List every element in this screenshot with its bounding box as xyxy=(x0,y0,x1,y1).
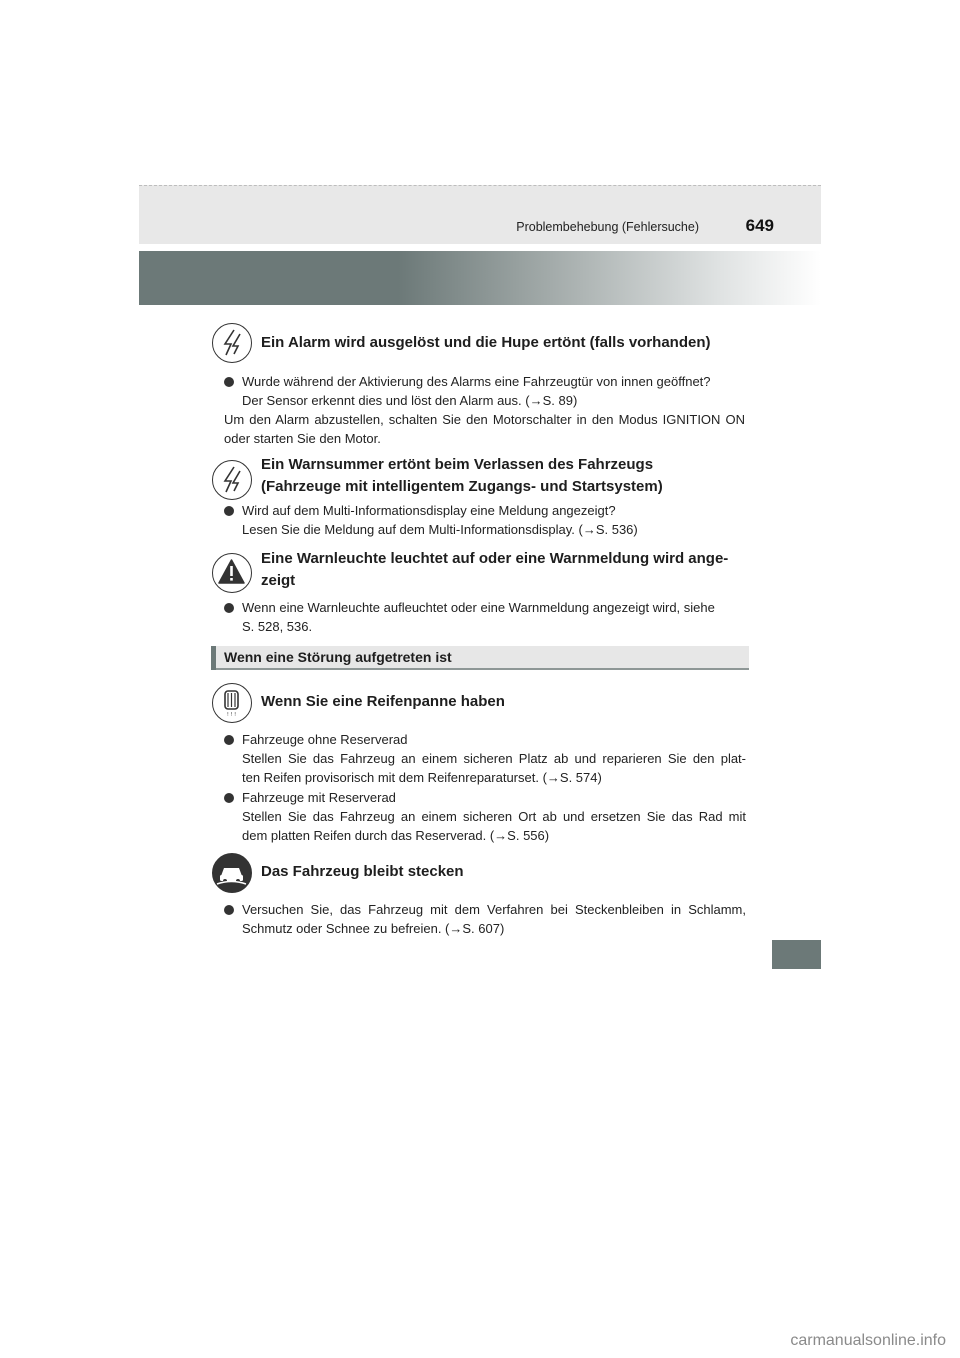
chapter-side-tab xyxy=(772,940,821,969)
page-header xyxy=(139,185,821,244)
bullet-dot xyxy=(224,506,234,516)
alarm-paragraph: Um den Alarm abzustellen, schalten Sie den Motorschalter in den Modus IGNITION ON oder starten Sie den Motor. xyxy=(224,412,745,446)
warnleuchte-heading-line2: zeigt xyxy=(261,572,296,589)
warnsummer-bullet xyxy=(224,501,746,539)
reifen-bullet-1 xyxy=(224,730,746,787)
reifen-b1-line2: Stellen Sie das Fahrzeug an einem sicheren Platz ab und reparieren Sie den plat- xyxy=(242,751,746,766)
reifen-b2-line3: dem platten Reifen durch das Reserverad. (→S. 556) xyxy=(242,828,550,843)
tire-icon xyxy=(212,683,252,723)
subsection-bar-heading xyxy=(211,646,749,670)
bar-accent xyxy=(211,646,216,670)
stecken-b1-line2: Schmutz oder Schnee zu befreien. (→S. 607) xyxy=(242,921,505,936)
lightning-icon xyxy=(212,460,252,500)
stecken-heading: Das Fahrzeug bleibt stecken xyxy=(261,863,464,880)
reifen-bullet-2 xyxy=(224,788,746,845)
watermark: carmanualsonline.info xyxy=(790,1332,946,1349)
bullet-dot xyxy=(224,905,234,915)
reifen-b1-line1: Fahrzeuge ohne Reserverad xyxy=(242,732,408,747)
warnleuchte-bullet-line2: S. 528, 536. xyxy=(242,619,313,634)
warnsummer-bullet-line1: Wird auf dem Multi-Informationsdisplay eine Meldung angezeigt? xyxy=(242,503,616,518)
reifen-heading: Wenn Sie eine Reifenpanne haben xyxy=(261,693,505,710)
warnleuchte-bullet-line1: Wenn eine Warnleuchte aufleuchtet oder eine Warnmeldung angezeigt wird, siehe xyxy=(242,600,715,615)
alarm-bullet xyxy=(224,372,746,410)
warnsummer-heading-line2: (Fahrzeuge mit intelligentem Zugangs- und Startsystem) xyxy=(261,478,663,495)
bullet-dot xyxy=(224,603,234,613)
alarm-heading: Ein Alarm wird ausgelöst und die Hupe ertönt (falls vorhanden) xyxy=(261,334,711,351)
bullet-dot xyxy=(224,377,234,387)
warnsummer-heading-line1: Ein Warnsummer ertönt beim Verlassen des Fahrzeugs xyxy=(261,456,654,473)
stecken-bullet xyxy=(224,900,746,938)
lightning-icon xyxy=(212,323,252,363)
section-title: Problembehebung (Fehlersuche) xyxy=(516,220,699,234)
bullet-dot xyxy=(224,793,234,803)
bar-heading-label: Wenn eine Störung aufgetreten ist xyxy=(224,649,452,665)
reifen-b1-line3: ten Reifen provisorisch mit dem Reifenreparaturset. (→S. 574) xyxy=(242,770,602,785)
stuck-car-icon xyxy=(212,853,252,893)
alarm-bullet-line1: Wurde während der Aktivierung des Alarms eine Fahrzeugtür von innen geöffnet? xyxy=(242,374,711,389)
warnleuchte-heading-line1: Eine Warnleuchte leuchtet auf oder eine Warnmeldung wird ange- xyxy=(261,550,729,567)
bullet-dot xyxy=(224,735,234,745)
alarm-bullet-line2: Der Sensor erkennt dies und löst den Alarm aus. (→S. 89) xyxy=(242,393,578,408)
warnleuchte-bullet xyxy=(224,598,746,636)
warnsummer-bullet-line2: Lesen Sie die Meldung auf dem Multi-Informationsdisplay. (→S. 536) xyxy=(242,522,638,537)
reifen-b2-line1: Fahrzeuge mit Reserverad xyxy=(242,790,396,805)
page-number: 649 xyxy=(745,216,774,235)
svg-text:! ! !: ! ! ! xyxy=(226,712,237,718)
chapter-gradient-band xyxy=(139,251,821,305)
warning-triangle-icon xyxy=(212,553,252,593)
header-dash-line xyxy=(139,185,821,186)
stecken-b1-line1: Versuchen Sie, das Fahrzeug mit dem Verfahren bei Steckenbleiben in Schlamm, xyxy=(242,902,746,917)
reifen-b2-line2: Stellen Sie das Fahrzeug an einem sicheren Ort ab und ersetzen Sie das Rad mit xyxy=(242,809,746,824)
